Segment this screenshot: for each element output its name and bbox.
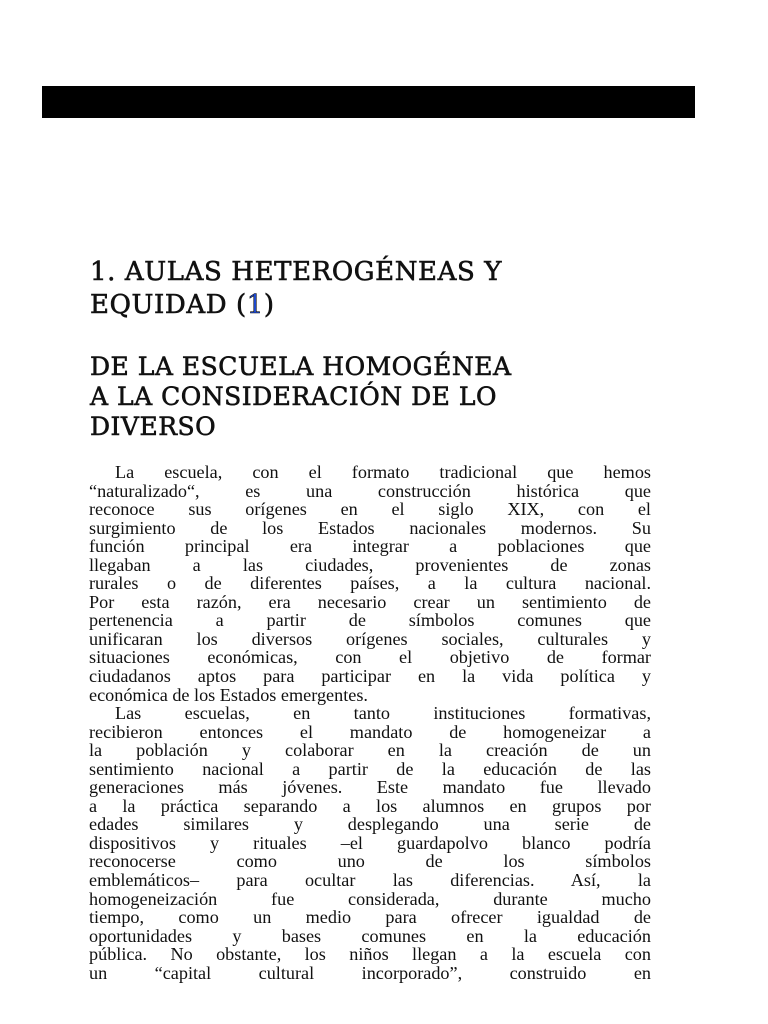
text-line: edades similares y desplegando una serie de	[89, 814, 651, 835]
text-line: reconocerse como uno de los símbolos	[89, 851, 651, 872]
text-line: homogeneización fue considerada, durante mucho	[89, 888, 651, 909]
text-line: “naturalizado“, es una construcción histórica que	[89, 480, 651, 501]
section-title-line: DIVERSO	[90, 412, 217, 441]
text-line: sentimiento nacional a partir de la educación de las	[89, 758, 651, 779]
text-line: Las escuelas, en tanto instituciones formativas,	[115, 703, 651, 724]
paragraph	[89, 704, 651, 982]
header-bar	[42, 86, 695, 118]
text-line: Por esta razón, era necesario crear un sentimiento de	[89, 591, 651, 612]
text-line: un “capital cultural incorporado”, construido en	[89, 962, 651, 983]
text-line: La escuela, con el formato tradicional que hemos	[115, 462, 651, 482]
text-line: unificaran los diversos orígenes sociales, culturales y	[89, 628, 651, 649]
text-line: económica de los Estados emergentes.	[89, 684, 368, 705]
section-title	[90, 352, 665, 442]
body-text	[89, 463, 651, 982]
text-line: surgimiento de los Estados nacionales modernos. Su	[89, 517, 651, 538]
text-line: llegaban a las ciudades, provenientes de zonas	[89, 554, 651, 575]
section-title-line: DE LA ESCUELA HOMOGÉNEA	[90, 352, 512, 381]
text-line: tiempo, como un medio para ofrecer igualdad de	[89, 907, 651, 928]
text-line: a la práctica separando a los alumnos en grupos por	[89, 795, 651, 816]
chapter-title-line2: EQUIDAD	[90, 290, 228, 320]
chapter-number: 1.	[90, 257, 117, 287]
section-title-line: A LA CONSIDERACIÓN DE LO	[90, 382, 497, 411]
text-line: generaciones más jóvenes. Este mandato fue llevado	[89, 777, 651, 798]
chapter-title-line1: AULAS HETEROGÉNEAS Y	[124, 257, 503, 287]
text-line: reconoce sus orígenes en el siglo XIX, con el	[89, 499, 651, 520]
text-line: función principal era integrar a poblaciones que	[89, 536, 651, 557]
text-line: la población y colaborar en la creación de un	[89, 740, 651, 761]
text-line: situaciones económicas, con el objetivo de formar	[89, 647, 651, 668]
text-line: oportunidades y bases comunes en la educación	[89, 925, 651, 946]
footnote-link[interactable]: 1	[246, 290, 264, 320]
text-line: emblemáticos– para ocultar las diferencias. Así, la	[89, 870, 651, 891]
chapter-title: 1. AULAS HETEROGÉNEAS Y EQUIDAD (1)	[90, 257, 503, 320]
text-line: ciudadanos aptos para participar en la vida política y	[89, 666, 651, 687]
text-line: dispositivos y rituales –el guardapolvo blanco podría	[89, 832, 651, 853]
paragraph	[89, 463, 651, 704]
text-line: pertenencia a partir de símbolos comunes que	[89, 610, 651, 631]
text-line: pública. No obstante, los niños llegan a la escuela con	[89, 944, 651, 965]
text-line: recibieron entonces el mandato de homogeneizar a	[89, 721, 651, 742]
text-line: rurales o de diferentes países, a la cultura nacional.	[89, 573, 651, 594]
